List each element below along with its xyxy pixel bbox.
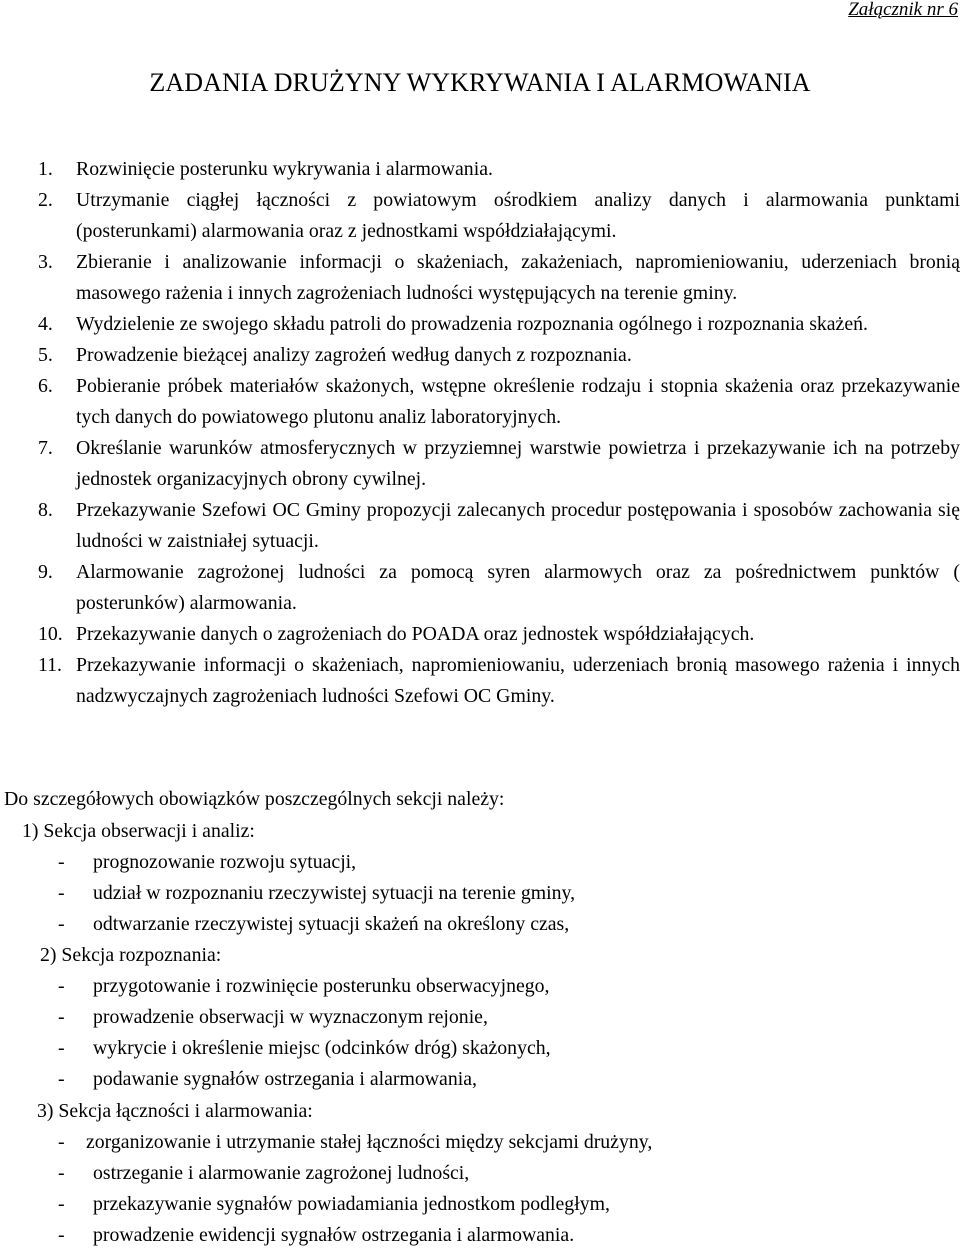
duty-item <box>0 971 960 1002</box>
duty-text: przekazywanie sygnałów powiadamiania jednostkom podległym, <box>93 1193 610 1215</box>
dash-bullet: - <box>58 1037 65 1059</box>
duty-text: przygotowanie i rozwinięcie posterunku obserwacyjnego, <box>93 975 550 997</box>
task-item <box>0 619 960 650</box>
duty-item <box>0 878 960 909</box>
dash-bullet: - <box>58 975 65 997</box>
duty-text: odtwarzanie rzeczywistej sytuacji skażeń na określony czas, <box>93 913 570 935</box>
dash-bullet: - <box>58 882 65 904</box>
dash-bullet: - <box>58 1131 65 1153</box>
dash-bullet: - <box>58 1068 65 1090</box>
task-number: 8. <box>38 499 53 521</box>
document-title: ZADANIA DRUŻYNY WYKRYWANIA I ALARMOWANIA <box>149 68 811 97</box>
section-title: 1) Sekcja obserwacji i analiz: <box>22 820 255 842</box>
section-reconnaissance <box>0 940 960 1095</box>
task-item <box>0 247 960 309</box>
duty-item <box>0 847 960 878</box>
task-item <box>0 185 960 247</box>
task-item <box>0 495 960 557</box>
task-text: Przekazywanie danych o zagrożeniach do POADA oraz jednostek współdziałających. <box>76 623 755 645</box>
duty-item <box>0 909 960 940</box>
task-number: 9. <box>38 561 53 583</box>
task-number: 3. <box>38 251 53 273</box>
task-item <box>0 650 960 712</box>
section-communication-alarming <box>0 1096 960 1251</box>
task-number: 5. <box>38 344 53 366</box>
task-text: Wydzielenie ze swojego składu patroli do prowadzenia rozpoznania ogólnego i rozpoznania skażeń. <box>76 313 868 335</box>
duty-item <box>0 1033 960 1064</box>
dash-bullet: - <box>58 1006 65 1028</box>
section-title: 3) Sekcja łączności i alarmowania: <box>37 1100 313 1122</box>
duty-item <box>0 1158 960 1189</box>
duty-text: prognozowanie rozwoju sytuacji, <box>93 851 357 873</box>
sections-intro: Do szczegółowych obowiązków poszczególnych sekcji należy: <box>4 788 505 810</box>
duty-text: ostrzeganie i alarmowanie zagrożonej ludności, <box>93 1162 470 1184</box>
duty-text: udział w rozpoznaniu rzeczywistej sytuacji na terenie gminy, <box>93 882 576 904</box>
task-number: 7. <box>38 437 53 459</box>
task-number: 4. <box>38 313 53 335</box>
dash-bullet: - <box>58 1224 65 1246</box>
duty-text: wykrycie i określenie miejsc (odcinków dróg) skażonych, <box>93 1037 551 1059</box>
section-observation-analysis <box>0 816 960 940</box>
task-number: 10. <box>38 623 63 645</box>
dash-bullet: - <box>58 913 65 935</box>
dash-bullet: - <box>58 1162 65 1184</box>
duty-text: prowadzenie obserwacji w wyznaczonym rejonie, <box>93 1006 488 1028</box>
duty-item <box>0 1220 960 1251</box>
task-text: Alarmowanie zagrożonej ludności za pomocą syren alarmowych oraz za pośrednictwem punktów ( posterunków) alarmowania. <box>76 561 960 614</box>
dash-bullet: - <box>58 1193 65 1215</box>
dash-bullet: - <box>58 851 65 873</box>
task-item <box>0 340 960 371</box>
duty-item <box>0 1002 960 1033</box>
task-text: Prowadzenie bieżącej analizy zagrożeń według danych z rozpoznania. <box>76 344 632 366</box>
duty-text: podawanie sygnałów ostrzegania i alarmowania, <box>93 1068 477 1090</box>
duty-item <box>0 1064 960 1095</box>
task-item <box>0 557 960 619</box>
task-text: Zbieranie i analizowanie informacji o skażeniach, zakażeniach, napromieniowaniu, uderzeniach bronią masowego rażenia i innych zagrożeniach ludności występujących na terenie gminy. <box>76 251 960 304</box>
task-item <box>0 371 960 433</box>
duty-item <box>0 1127 960 1158</box>
task-number: 11. <box>38 654 62 676</box>
task-number: 1. <box>38 158 53 180</box>
task-text: Rozwinięcie posterunku wykrywania i alarmowania. <box>76 158 493 180</box>
task-text: Utrzymanie ciągłej łączności z powiatowym ośrodkiem analizy danych i alarmowania punktami (posterunkami) alarmowania oraz z jednostkami współdziałającymi. <box>76 189 960 242</box>
duty-text: zorganizowanie i utrzymanie stałej łączności między sekcjami drużyny, <box>86 1131 653 1153</box>
task-text: Określanie warunków atmosferycznych w przyziemnej warstwie powietrza i przekazywanie ich na potrzeby jednostek organizacyjnych obrony cywilnej. <box>76 437 960 490</box>
task-item <box>0 309 960 340</box>
task-text: Przekazywanie Szefowi OC Gminy propozycji zalecanych procedur postępowania i sposobów zachowania się ludności w zaistniałej sytuacji. <box>76 499 960 552</box>
task-list <box>0 154 960 712</box>
duty-text: prowadzenie ewidencji sygnałów ostrzegania i alarmowania. <box>93 1224 575 1246</box>
task-number: 2. <box>38 189 53 211</box>
task-item <box>0 433 960 495</box>
task-text: Przekazywanie informacji o skażeniach, napromieniowaniu, uderzeniach bronią masowego rażenia i innych nadzwyczajnych zagrożeniach ludności Szefowi OC Gminy. <box>76 654 960 707</box>
annex-label: Załącznik nr 6 <box>848 0 958 20</box>
section-title: 2) Sekcja rozpoznania: <box>40 944 222 966</box>
duty-item <box>0 1189 960 1220</box>
task-text: Pobieranie próbek materiałów skażonych, wstępne określenie rodzaju i stopnia skażenia oraz przekazywanie tych danych do powiatowego plutonu analiz laboratoryjnych. <box>76 375 960 428</box>
task-number: 6. <box>38 375 53 397</box>
task-item <box>0 154 960 185</box>
